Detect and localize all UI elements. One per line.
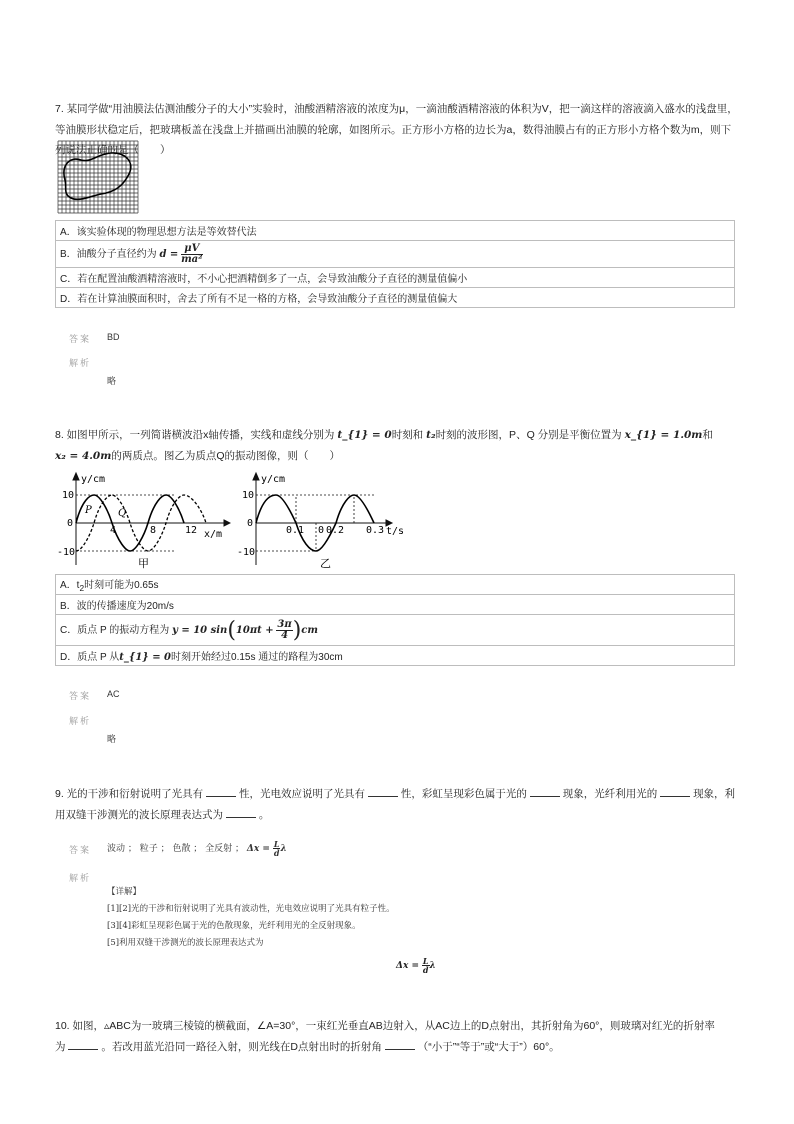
yi-x-tick-02: 0.2 <box>326 525 345 536</box>
q7-option-a[interactable]: A．该实验体现的物理思想方法是等效替代法 <box>56 221 735 241</box>
q7-option-b-fraction: $\frac{\mu V}{\text{ma²}}$ <box>181 242 203 265</box>
yi-x-tick-01: 0.1 <box>286 525 305 536</box>
q8-answer: AC <box>107 689 120 699</box>
jia-x-tick-4: 4 <box>110 525 117 536</box>
jia-point-q: Q <box>118 508 127 519</box>
yi-x-unit: t/s <box>386 526 405 537</box>
q7-analysis: 略 <box>107 376 117 386</box>
q7-option-c[interactable]: C．若在配置油酸酒精溶液时，不小心把酒精倒多了一点，会导致油酸分子直径的测量值偏小 <box>56 268 735 288</box>
q9-answer-label: 答案 <box>69 845 92 855</box>
q7-stem: 7. 某同学做“用油膜法估测油酸分子的大小”实验时，油酸酒精溶液的浓度为μ，一滴油酸酒精溶液的体积为V，把一滴这样的溶液滴入盛水的浅盘里，等油膜形状稳定后，把玻璃板盖在浅盘上并描画出油膜的轮廓，如图所示。正方形小方格的边长为a，数得油膜占有的正方形小方格个数为m，则下列说法正确的是（ ） <box>55 103 738 156</box>
jia-y-tick-0: 0 <box>67 518 74 529</box>
q9-detail-3: [5]利用双缝干涉测光的波长原理表达式为 <box>107 938 264 948</box>
q7-option-d[interactable]: D．若在计算油膜面积时，舍去了所有不足一格的方格，会导致油酸分子直径的测量值偏大 <box>56 288 735 308</box>
jia-y-tick-neg10: -10 <box>57 547 76 558</box>
q8-answer-label: 答案 <box>69 691 92 701</box>
q9-answer: 波动 ； 粒子 ； 色散 ； 全反射 ； Δx = $\frac{L}{d}$ λ <box>107 839 287 858</box>
q9-detail-2: [3][4]彩虹呈现彩色属于光的色散现象，光纤利用光的全反射现象。 <box>107 921 361 931</box>
oil-film-grid-figure <box>57 140 139 216</box>
jia-x-unit: x/m <box>204 529 223 540</box>
q8-options-table <box>55 574 735 666</box>
jia-caption: 甲 <box>138 557 149 570</box>
vibration-graph-yi <box>236 470 416 570</box>
yi-x-tick-03: 0.3 <box>366 525 385 536</box>
q9-detail-title: 【详解】 <box>107 887 142 897</box>
q10-stem: 10. 如图，▵ABC为一玻璃三棱镜的横截面，∠A=30°，一束红光垂直AB边射入，从AC边上的D点射出，其折射角为60°，则玻璃对红光的折射率 为 。若改用蓝光沿同一路径入射，则光线在D点射出时的折射角 （“小于”“等于”或“大于”）60°。 <box>55 1020 715 1053</box>
q7-answer: BD <box>107 332 120 342</box>
q9-detail-1: [1][2]光的干涉和衍射说明了光具有波动性，光电效应说明了光具有粒子性。 <box>107 904 395 914</box>
q8-stem: 8. 如图甲所示，一列简谐横波沿x轴传播，实线和虚线分别为 t_{1} = 0时刻和 t₂时刻的波形图，P、Q 分别是平衡位置为 x_{1} = 1.0m和 x₂ = 4.0m的两质点。图乙为质点Q的振动图像，则（ ） <box>55 429 713 462</box>
q8-option-b[interactable]: B．波的传播速度为20m/s <box>56 595 735 615</box>
jia-x-tick-8: 8 <box>150 525 157 536</box>
wave-graph-jia <box>56 470 231 570</box>
yi-y-unit: y/cm <box>261 474 286 485</box>
q7-answer-label: 答案 <box>69 334 92 344</box>
q9-detail-formula: Δx = $\frac{L}{d}$ λ <box>396 956 436 975</box>
q8-option-c[interactable]: C．质点 P 的振动方程为 y = 10 sin(10πt + $\frac{3\pi}{4}$ )cm <box>56 615 735 646</box>
yi-caption: 乙 <box>320 557 331 570</box>
q7-option-b[interactable] <box>56 241 735 268</box>
q9-stem: 9. 光的干涉和衍射说明了光具有 性，光电效应说明了光具有 性，彩虹呈现彩色属于光的 现象，光纤利用光的 现象，利 用双缝干涉测光的波长原理表达式为 。 <box>55 784 740 825</box>
q9-detail <box>107 884 395 952</box>
q8-option-a[interactable]: A．$t_2$时刻可能为0.65s <box>56 575 735 595</box>
q7-option-b-lhs: d = <box>159 248 179 260</box>
yi-y-tick-0: 0 <box>247 518 254 529</box>
q8-analysis: 略 <box>107 734 117 744</box>
q7-option-b-label: B．油酸分子直径约为 <box>60 248 157 260</box>
jia-y-unit: y/cm <box>81 474 106 485</box>
jia-point-p: P <box>85 505 92 516</box>
yi-y-tick-10: 10 <box>242 490 255 501</box>
q8-analysis-label: 解析 <box>69 716 92 726</box>
jia-x-tick-12: 12 <box>185 525 198 536</box>
q9-analysis-label: 解析 <box>69 873 92 883</box>
yi-x-tick-zero: 0 <box>318 525 325 536</box>
yi-y-tick-neg10: -10 <box>237 547 256 558</box>
q7-options-table <box>55 220 735 308</box>
jia-y-tick-10: 10 <box>62 490 75 501</box>
q7-analysis-label: 解析 <box>69 358 92 368</box>
q8-option-d[interactable]: D．质点 P 从t_{1} = 0时刻开始经过0.15s 通过的路程为30cm <box>56 646 735 666</box>
